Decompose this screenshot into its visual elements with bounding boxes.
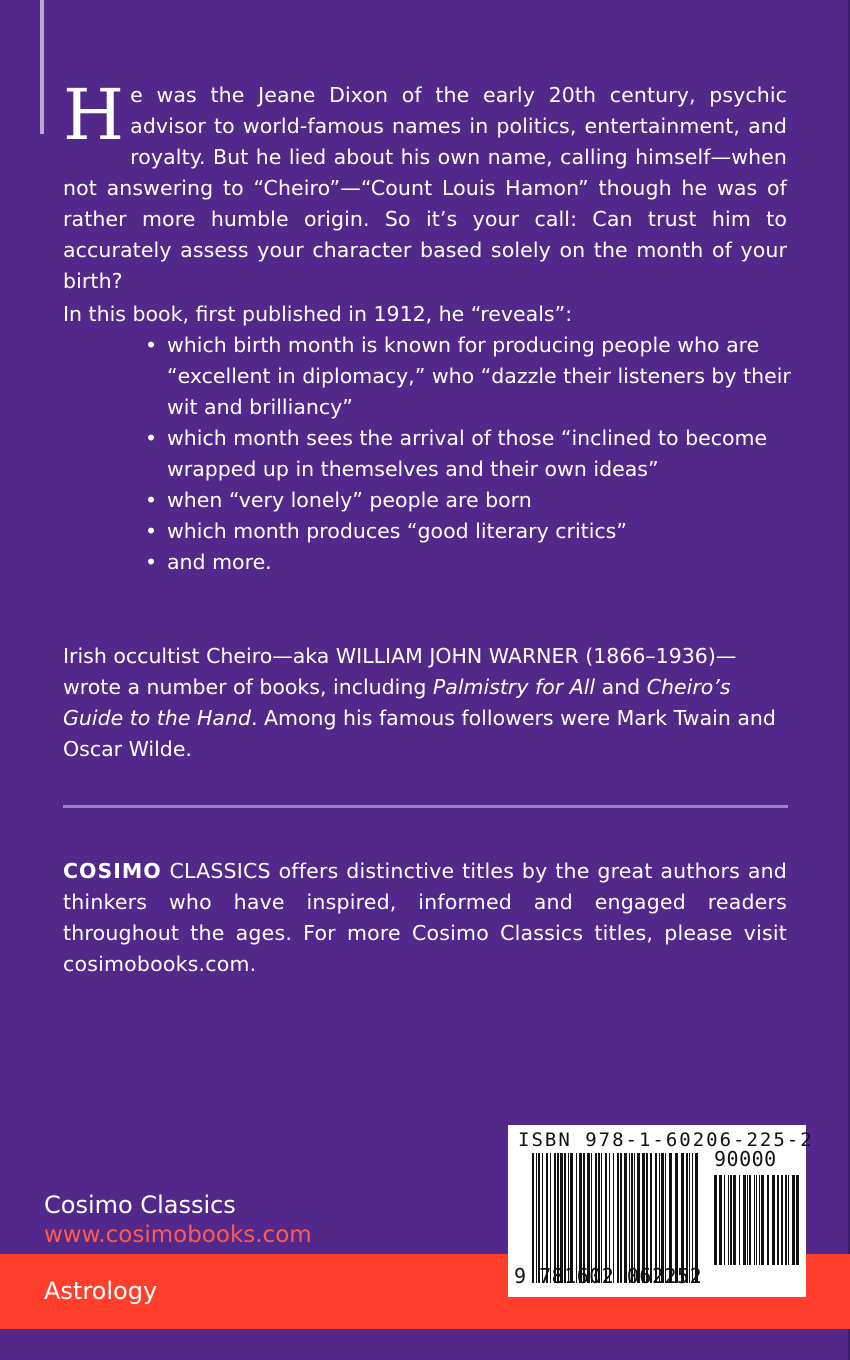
list-item: • and more. [145,547,795,578]
publisher-name: COSIMO [63,859,162,883]
list-item: • when “very lonely” people are born [145,485,795,516]
intro-text: e was the Jeane Dixon of the early 20th century, psychic advisor to world-famous names in politics, entertainment, and royalty. But he lied about his own name, calling himself—when not answering to “Cheiro”—“Count Louis Hamon” though he was of rather more humble origin. So it’s your call: Can trust him to accurately assess your character based solely on the month of your birth? [63,83,787,293]
barcode-bar [730,1175,732,1265]
barcode-digits: 9 781602 062252 [514,1264,703,1288]
price-code: 90000 [714,1147,777,1171]
publisher-blurb [63,856,787,980]
publisher-brand: Cosimo Classics [44,1191,236,1219]
barcode-bar [759,1175,760,1265]
barcode-bar [719,1175,722,1265]
reveals-lead: In this book, first published in 1912, he “reveals”: [63,302,573,326]
barcode-bar [796,1175,799,1265]
list-item: • which birth month is known for producing people who are “excellent in diplomacy,” who “dazzle their listeners by their wit and brilliancy” [145,330,795,423]
barcode-bar [754,1175,755,1265]
isbn-text: ISBN 978-1-60206-225-2 [518,1129,814,1151]
barcode-bar [724,1175,725,1265]
barcode-bar [788,1175,789,1265]
divider [63,805,788,808]
publisher-url[interactable]: www.cosimobooks.com [44,1222,312,1248]
barcode-bar [728,1175,729,1265]
publisher-text: CLASSICS offers distinctive titles by the great authors and thinkers who have inspired, informed and engaged readers throughout the ages. For more Cosimo Classics titles, please visit cosimobooks.com. [63,859,787,976]
barcode-bar [714,1175,717,1265]
barcode-bar [743,1175,746,1265]
list-item: • which month produces “good literary critics” [145,516,795,547]
barcode-bar [792,1175,795,1265]
reveals-list [145,330,795,578]
barcode-bar [733,1175,736,1265]
barcode [508,1125,814,1297]
genre-label: Astrology [44,1277,158,1305]
bio-text: . Among his famous followers were Mark Twain and Oscar Wilde. [63,706,776,761]
bio-text: Irish occultist Cheiro—aka WILLIAM JOHN WARNER (1866–1936)—wrote a number of books, including [63,644,737,699]
barcode-bar [785,1175,787,1265]
barcode-bar [739,1175,740,1265]
barcode-bar [749,1175,751,1265]
barcode-bar [767,1175,769,1265]
book-title: Cheiro’s Guide to the Hand [63,675,731,730]
barcode-bar [772,1175,775,1265]
barcode-bar [756,1175,757,1265]
barcode-bar [777,1175,779,1265]
drop-cap: H [63,74,125,156]
author-bio [63,641,787,765]
bio-text: and [595,675,647,699]
intro-paragraph [63,74,787,297]
barcode-bar [761,1175,764,1265]
spine-line [40,0,44,134]
barcode-bar [747,1175,748,1265]
list-item: • which month sees the arrival of those “inclined to become wrapped up in themselves and their own ideas” [145,423,795,485]
book-title: Palmistry for All [432,675,596,699]
barcode-bar [781,1175,783,1265]
